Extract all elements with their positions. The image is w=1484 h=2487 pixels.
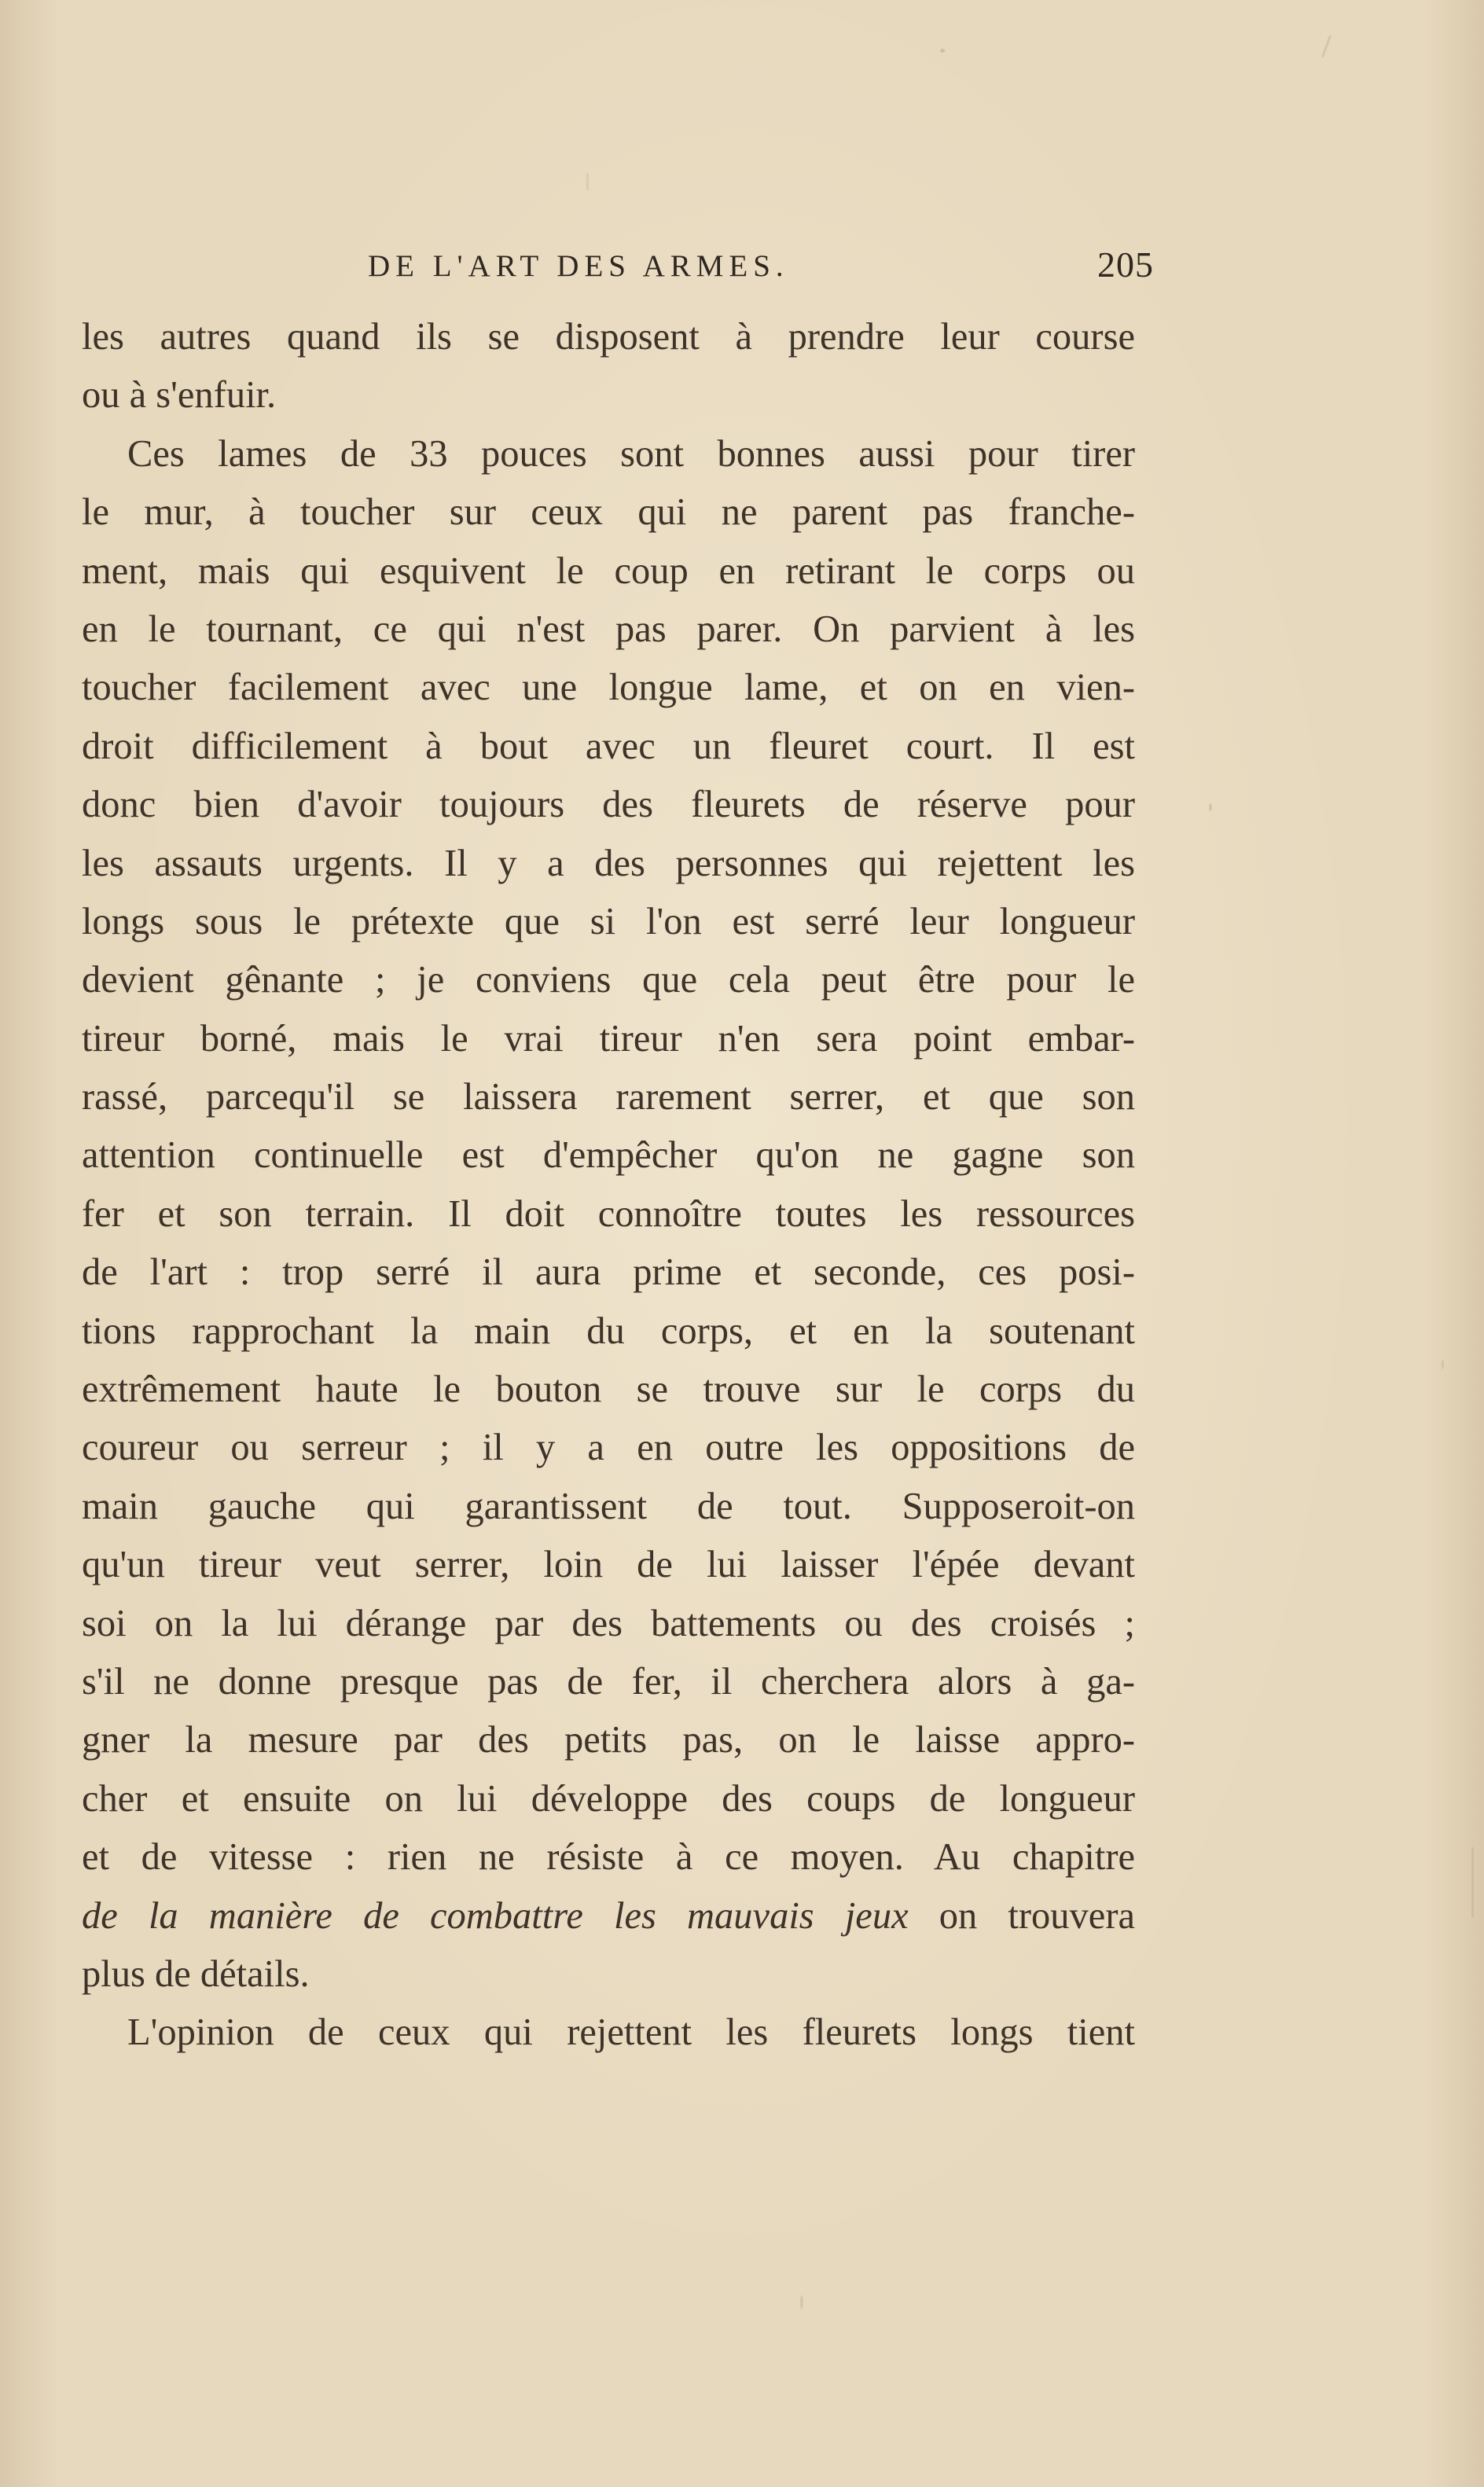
text-line: de l'art : trop serré il aura prime et seconde, ces posi- bbox=[82, 1251, 1135, 1294]
text-line: le mur, à toucher sur ceux qui ne parent pas franche- bbox=[82, 491, 1135, 534]
text-line: s'il ne donne presque pas de fer, il cherchera alors à ga- bbox=[82, 1660, 1135, 1703]
text-line: attention continuelle est d'empêcher qu'on ne gagne son bbox=[82, 1134, 1135, 1177]
text-line: les assauts urgents. Il y a des personnes qui rejettent les bbox=[82, 842, 1135, 884]
body-text bbox=[82, 308, 1135, 2063]
text-line: soi on la lui dérange par des battements ou des croisés ; bbox=[82, 1602, 1135, 1644]
text-line-mixed bbox=[82, 1887, 1135, 1945]
text-line: cher et ensuite on lui développe des coups de longueur bbox=[82, 1777, 1135, 1820]
text-line: plus de détails. bbox=[82, 1952, 310, 1995]
text-line: toucher facilement avec une longue lame, et on en vien- bbox=[82, 667, 1135, 709]
text-line: tireur borné, mais le vrai tireur n'en sera point embar- bbox=[82, 1017, 1135, 1060]
paper-spot bbox=[1209, 803, 1212, 811]
paper-spot bbox=[940, 49, 945, 53]
text-line: longs sous le prétexte que si l'on est serré leur longueur bbox=[82, 900, 1135, 942]
page-number: 205 bbox=[1097, 244, 1154, 285]
text-line: extrêmement haute le bouton se trouve sur le corps du bbox=[82, 1368, 1135, 1411]
text-line: main gauche qui garantissent de tout. Supposeroit-on bbox=[82, 1485, 1135, 1527]
text-line: coureur ou serreur ; il y a en outre les oppositions de bbox=[82, 1427, 1135, 1469]
paper-spot bbox=[800, 2295, 803, 2309]
text-line: Ces lames de 33 pouces sont bonnes aussi pour tirer bbox=[127, 432, 1135, 475]
text-line: gner la mesure par des petits pas, on le laisse appro- bbox=[82, 1719, 1135, 1761]
text-line: devient gênante ; je conviens que cela peut être pour le bbox=[82, 959, 1135, 1001]
italic-text: de bbox=[82, 1894, 118, 1937]
running-head-title: DE L'ART DES ARMES. bbox=[368, 249, 789, 283]
text-line: ment, mais qui esquivent le coup en retirant le corps ou bbox=[82, 549, 1135, 592]
text-fragment: on trouvera bbox=[939, 1894, 1135, 1937]
text-line: les autres quand ils se disposent à prendre leur course bbox=[82, 316, 1135, 358]
text-line: ou à s'enfuir. bbox=[82, 374, 277, 417]
paper-spot bbox=[1442, 1360, 1444, 1369]
paper-spot bbox=[586, 173, 589, 190]
text-line: en le tournant, ce qui n'est pas parer. On parvient à les bbox=[82, 608, 1135, 650]
running-head bbox=[368, 244, 1154, 296]
text-line: donc bien d'avoir toujours des fleurets de réserve pour bbox=[82, 784, 1135, 826]
text-line: droit difficilement à bout avec un fleuret court. Il est bbox=[82, 725, 1135, 767]
paper-spot bbox=[1321, 35, 1332, 57]
paper-spot bbox=[1471, 1847, 1474, 1918]
text-line: et de vitesse : rien ne résiste à ce moyen. Au chapitre bbox=[82, 1836, 1135, 1879]
text-line: L'opinion de ceux qui rejettent les fleurets longs tient bbox=[127, 2011, 1135, 2054]
text-line: rassé, parcequ'il se laissera rarement serrer, et que son bbox=[82, 1076, 1135, 1119]
text-line: tions rapprochant la main du corps, et en la soutenant bbox=[82, 1310, 1135, 1352]
text-line: qu'un tireur veut serrer, loin de lui laisser l'épée devant bbox=[82, 1544, 1135, 1586]
text-line: fer et son terrain. Il doit connoître toutes les ressources bbox=[82, 1192, 1135, 1235]
italic-text: la manière de combattre les mauvais jeux bbox=[148, 1894, 909, 1937]
